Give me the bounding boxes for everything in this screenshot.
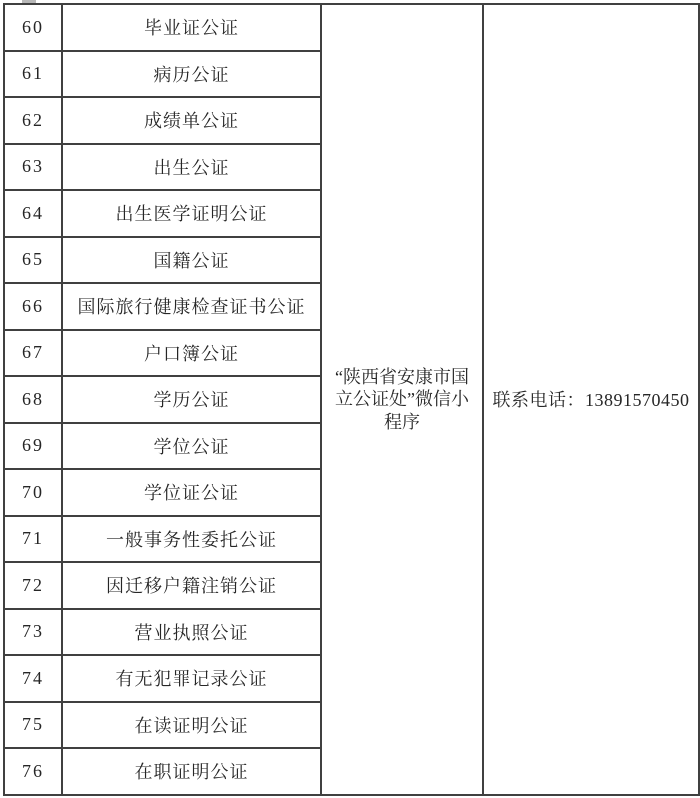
application-channel-line: 程序 [384,411,420,432]
row-number-cell: 75 [4,702,62,749]
notary-item-cell: 在读证明公证 [62,702,321,749]
notary-item-cell: 出生公证 [62,144,321,191]
notary-item-cell: 病历公证 [62,51,321,98]
notary-item-cell: 国际旅行健康检查证书公证 [62,283,321,330]
row-number-cell: 64 [4,190,62,237]
notary-item-cell: 在职证明公证 [62,748,321,795]
row-number-cell: 76 [4,748,62,795]
application-channel-line: 立公证处”微信小 [335,389,469,409]
row-number-cell: 65 [4,237,62,284]
notary-item-cell: 成绩单公证 [62,97,321,144]
notary-services-table-body [4,4,699,795]
notary-item-cell: 学位证公证 [62,469,321,516]
notary-item-cell: 有无犯罪记录公证 [62,655,321,702]
row-number-cell: 60 [4,4,62,51]
notary-item-cell: 国籍公证 [62,237,321,284]
row-number-cell: 68 [4,376,62,423]
row-number-cell: 63 [4,144,62,191]
notary-item-cell: 学位公证 [62,423,321,470]
notary-item-cell: 学历公证 [62,376,321,423]
table-row [4,4,699,51]
row-number-cell: 70 [4,469,62,516]
notary-services-table [3,3,700,796]
row-number-cell: 71 [4,516,62,563]
notary-item-cell: 户口簿公证 [62,330,321,377]
contact-phone-cell: 联系电话：13891570450 [483,4,699,795]
row-number-cell: 69 [4,423,62,470]
application-channel-line: “陕西省安康市国 [335,366,469,387]
row-number-cell: 72 [4,562,62,609]
row-number-cell: 66 [4,283,62,330]
row-number-cell: 62 [4,97,62,144]
row-number-cell: 73 [4,609,62,656]
row-number-cell: 61 [4,51,62,98]
row-number-cell: 74 [4,655,62,702]
row-number-cell: 67 [4,330,62,377]
notary-item-cell: 出生医学证明公证 [62,190,321,237]
application-channel-cell [321,4,483,795]
notary-item-cell: 毕业证公证 [62,4,321,51]
notary-item-cell: 营业执照公证 [62,609,321,656]
notary-item-cell: 因迁移户籍注销公证 [62,562,321,609]
notary-item-cell: 一般事务性委托公证 [62,516,321,563]
